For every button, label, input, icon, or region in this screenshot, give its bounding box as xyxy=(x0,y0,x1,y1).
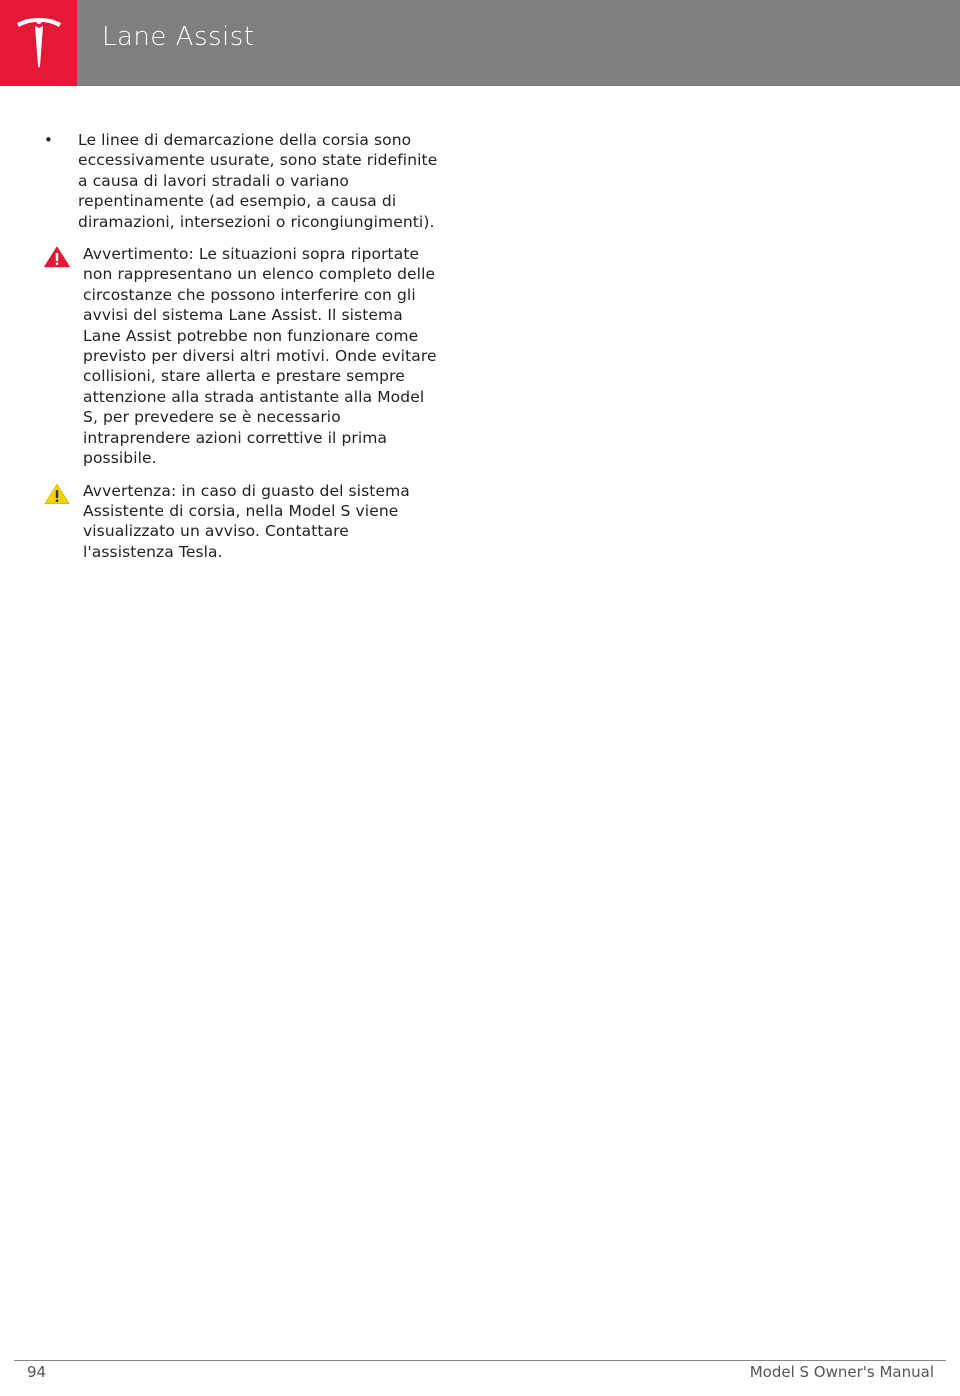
warning-text: Avvertimento: Le situazioni sopra riportate non rappresentano un elenco completo delle circostanze che possono interferire con gli avvisi del sistema Lane Assist. Il sistema Lane Assist potrebbe non funzionare come previsto per diversi altri motivi. Onde evitare collisioni, stare allerta e prestare sempre attenzione alla strada antistante alla Model S, per prevedere se è necessario intraprendere azioni correttive il prima possibile. xyxy=(83,245,437,468)
page-header xyxy=(0,0,960,86)
caution-note xyxy=(40,481,440,563)
footer-divider xyxy=(14,1360,946,1361)
bullet-text: Le linee di demarcazione della corsia sono eccessivamente usurate, sono state ridefinite a causa di lavori stradali o variano repentinamente (ad esempio, a causa di diramazioni, intersezioni o ricongiungimenti). xyxy=(78,131,438,231)
page-title: Lane Assist xyxy=(102,22,255,52)
warning-note xyxy=(40,244,440,468)
main-content xyxy=(40,130,440,562)
bullet-icon: • xyxy=(44,131,53,149)
brand-logo-box xyxy=(0,0,77,86)
caution-triangle-yellow-icon xyxy=(44,483,70,505)
caution-text: Avvertenza: in caso di guasto del sistema Assistente di corsia, nella Model S viene visualizzato un avviso. Contattare l'assistenza Tesla. xyxy=(83,481,410,561)
list-item xyxy=(40,130,440,232)
tesla-logo-icon xyxy=(14,16,64,70)
manual-name: Model S Owner's Manual xyxy=(749,1363,934,1381)
warning-triangle-red-icon xyxy=(44,246,70,268)
page-number: 94 xyxy=(27,1363,47,1381)
